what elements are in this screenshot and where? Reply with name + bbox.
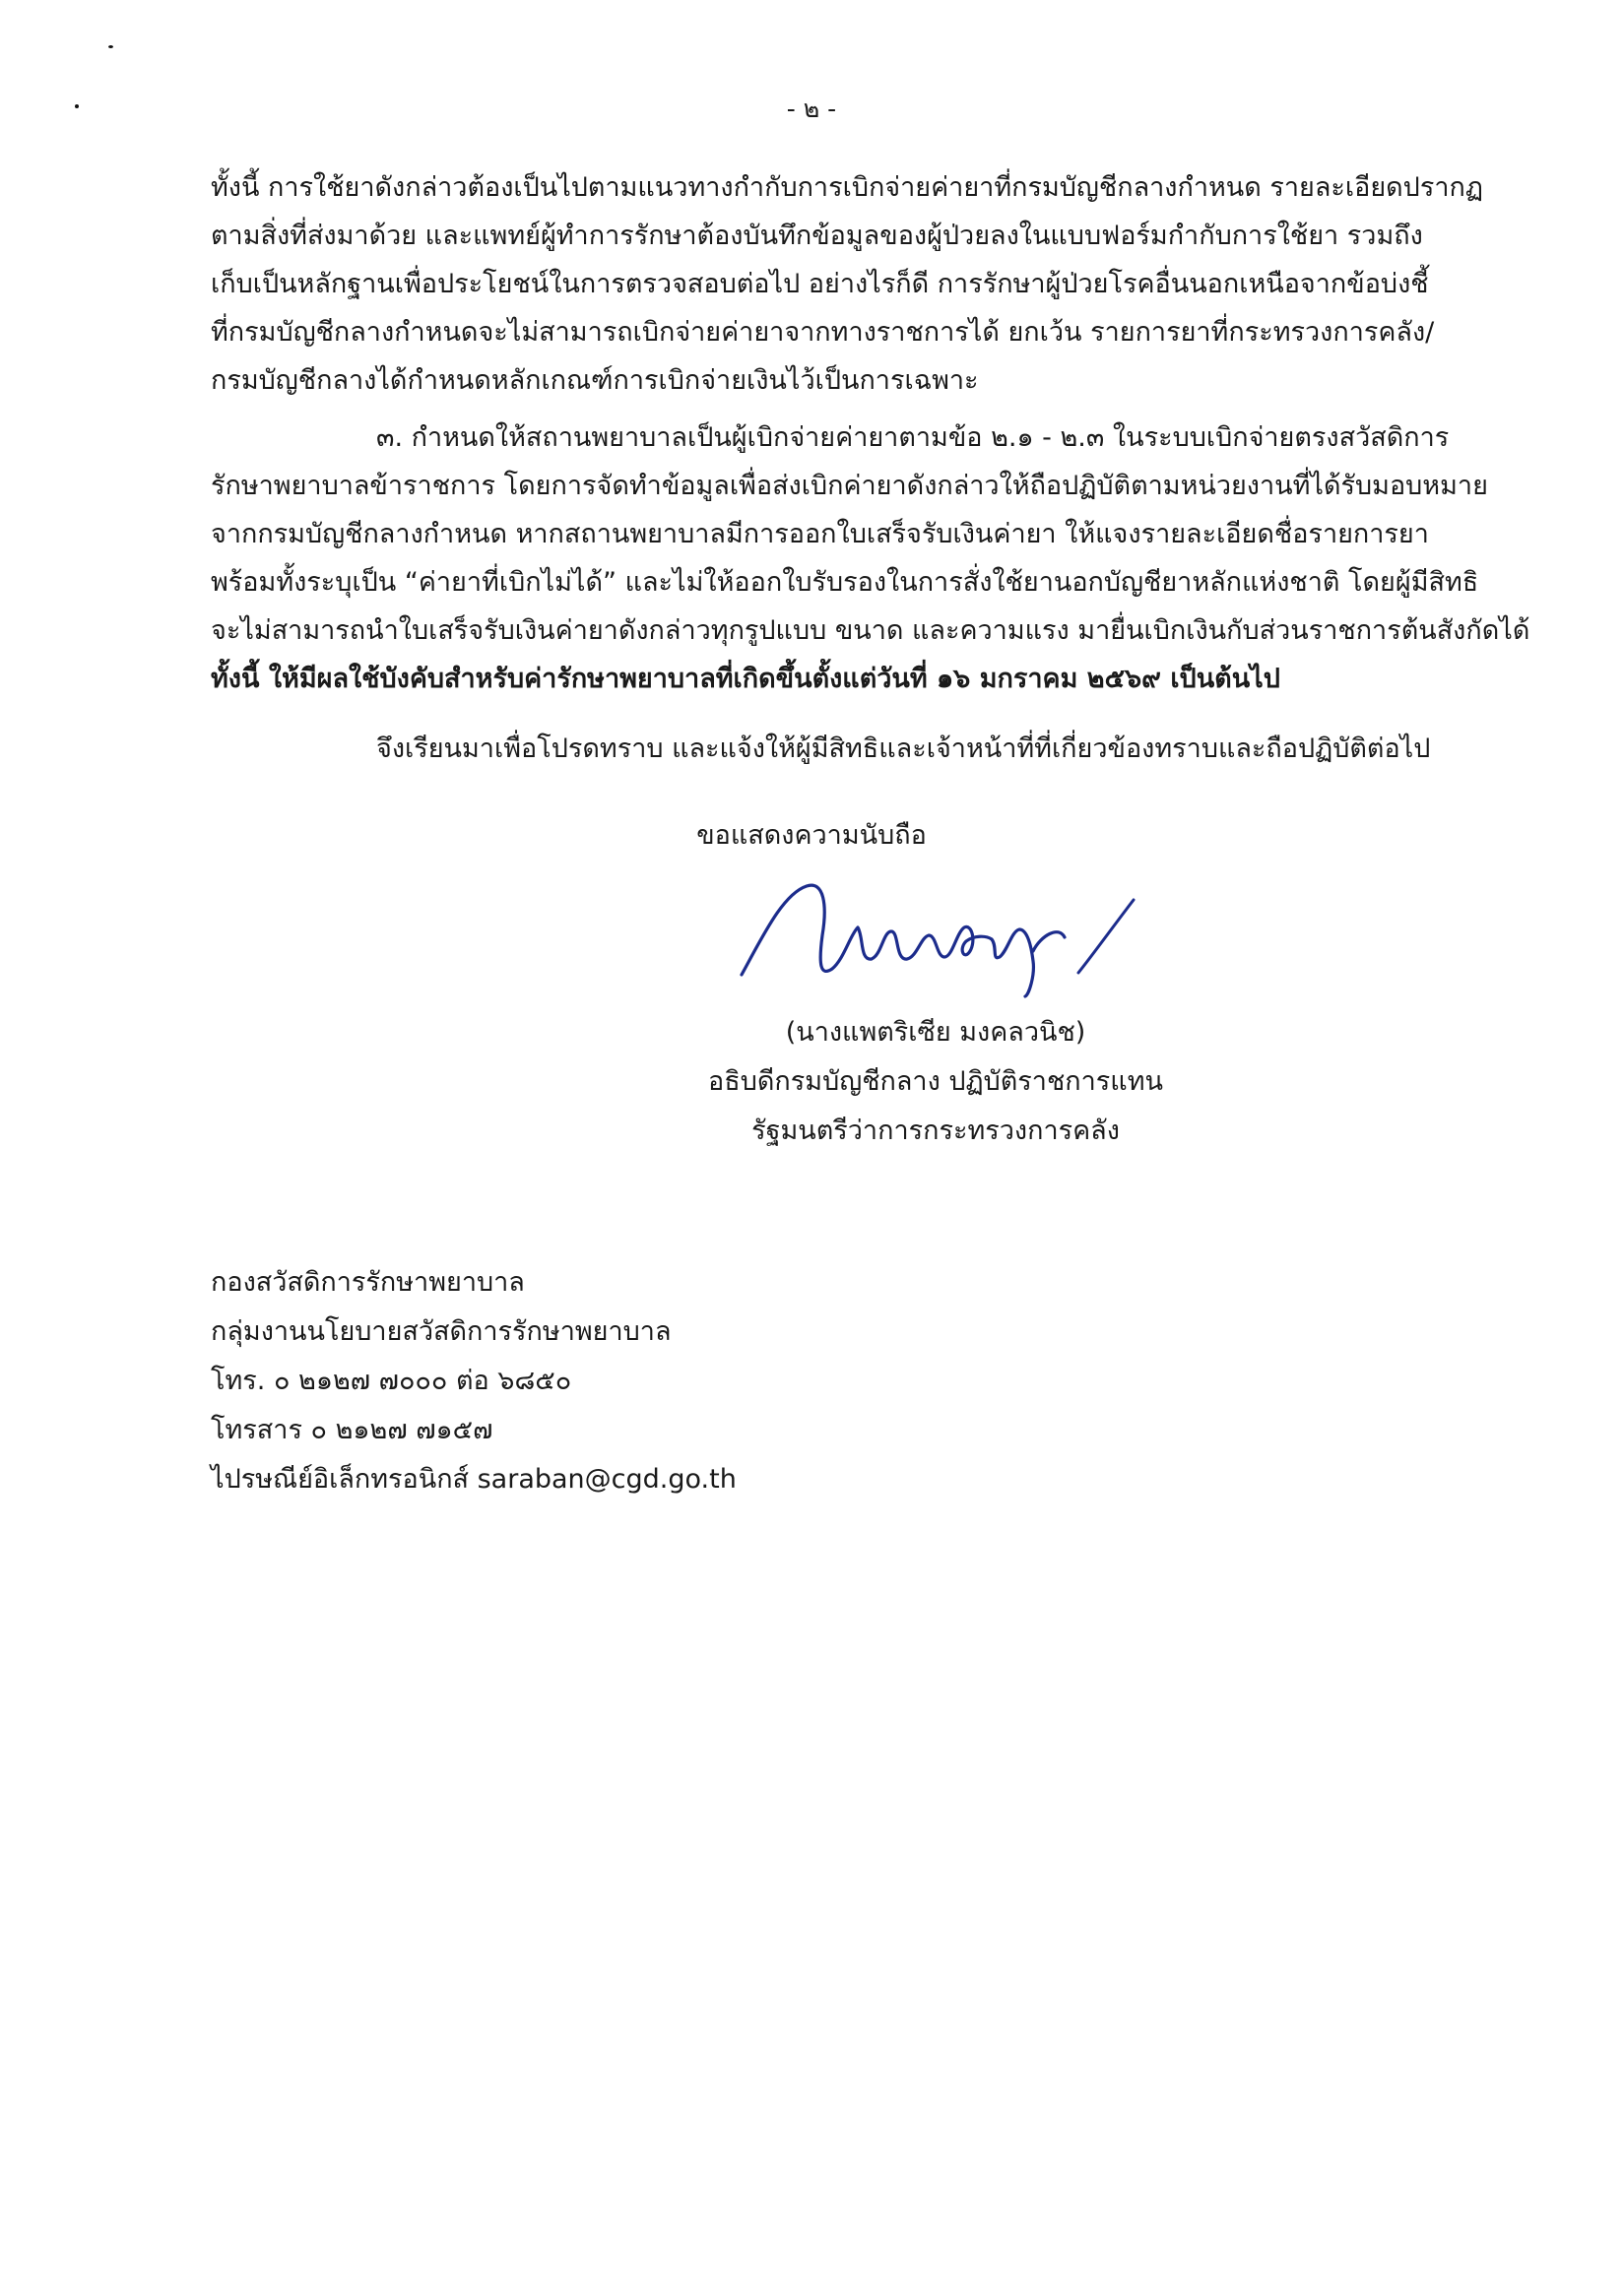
page-number: - ๒ - xyxy=(786,95,837,123)
handwritten-signature xyxy=(734,866,1157,1004)
group-name: กลุ่มงานนโยบายสวัสดิการรักษาพยาบาล xyxy=(211,1316,672,1347)
signer-name: (นางแพตริเซีย มงคลวนิช) xyxy=(785,1017,1086,1048)
text-line: จะไม่สามารถนำใบเสร็จรับเงินค่ายาดังกล่าวทุกรูปแบบ ขนาด และความแรง มายื่นเบิกเงินกับส่วนราชการต้นสังกัดได้ xyxy=(211,615,1530,646)
phone-number: โทร. ๐ ๒๑๒๗ ๗๐๐๐ ต่อ ๖๘๕๐ xyxy=(211,1366,572,1396)
text-line: ที่กรมบัญชีกลางกำหนดจะไม่สามารถเบิกจ่ายค่ายาจากทางราชการได้ ยกเว้น รายการยาที่กระทรวงการคลัง/ xyxy=(211,317,1435,348)
text-line: กรมบัญชีกลางได้กำหนดหลักเกณฑ์การเบิกจ่ายเงินไว้เป็นการเฉพาะ xyxy=(211,365,979,396)
text-line: จึงเรียนมาเพื่อโปรดทราบ และแจ้งให้ผู้มีสิทธิและเจ้าหน้าที่ที่เกี่ยวข้องทราบและถือปฏิบัติต่อไป xyxy=(376,733,1431,764)
effective-date-line: ทั้งนี้ ให้มีผลใช้บังคับสำหรับค่ารักษาพยาบาลที่เกิดขึ้นตั้งแต่วันที่ ๑๖ มกราคม ๒๕๖๙ เป็นต้นไป xyxy=(211,664,1280,694)
contact-block xyxy=(211,1258,1097,1504)
division-name: กองสวัสดิการรักษาพยาบาล xyxy=(211,1267,525,1298)
fax-number: โทรสาร ๐ ๒๑๒๗ ๗๑๕๗ xyxy=(211,1415,493,1445)
paragraph-conclusion xyxy=(211,725,1491,773)
paragraph-item-3 xyxy=(211,414,1530,703)
text-line: ๓. กำหนดให้สถานพยาบาลเป็นผู้เบิกจ่ายค่ายาตามข้อ ๒.๑ - ๒.๓ ในระบบเบิกจ่ายตรงสวัสดิการ xyxy=(376,422,1450,453)
closing-salutation: ขอแสดงความนับถือ xyxy=(696,820,927,851)
text-line: เก็บเป็นหลักฐานเพื่อประโยชน์ในการตรวจสอบต่อไป อย่างไรก็ดี การรักษาผู้ป่วยโรคอื่นนอกเหนือจากข้อบ่งชี้ xyxy=(211,269,1429,299)
signer-ministry: รัฐมนตรีว่าการกระทรวงการคลัง xyxy=(751,1116,1120,1146)
paragraph-medicine-usage xyxy=(211,163,1491,405)
text-line: ตามสิ่งที่ส่งมาด้วย และแพทย์ผู้ทำการรักษาต้องบันทึกข้อมูลของผู้ป่วยลงในแบบฟอร์มกำกับการใช้ยา รวมถึง xyxy=(211,221,1423,251)
email-address: ไปรษณีย์อิเล็กทรอนิกส์ saraban@cgd.go.th xyxy=(211,1464,737,1495)
text-line: พร้อมทั้งระบุเป็น “ค่ายาที่เบิกไม่ได้” และไม่ให้ออกใบรับรองในการสั่งใช้ยานอกบัญชียาหลักแห่งชาติ โดยผู้มีสิทธิ xyxy=(211,567,1479,598)
text-line: รักษาพยาบาลข้าราชการ โดยการจัดทำข้อมูลเพื่อส่งเบิกค่ายาดังกล่าวให้ถือปฏิบัติตามหน่วยงานที่ได้รับมอบหมาย xyxy=(211,471,1488,501)
text-line: ทั้งนี้ การใช้ยาดังกล่าวต้องเป็นไปตามแนวทางกำกับการเบิกจ่ายค่ายาที่กรมบัญชีกลางกำหนด รายละเอียดปรากฏ xyxy=(211,172,1483,203)
scan-speck xyxy=(108,45,113,48)
text-line: จากกรมบัญชีกลางกำหนด หากสถานพยาบาลมีการออกใบเสร็จรับเงินค่ายา ให้แจงรายละเอียดชื่อรายการยา xyxy=(211,519,1429,549)
signer-position: อธิบดีกรมบัญชีกลาง ปฏิบัติราชการแทน xyxy=(708,1066,1163,1097)
